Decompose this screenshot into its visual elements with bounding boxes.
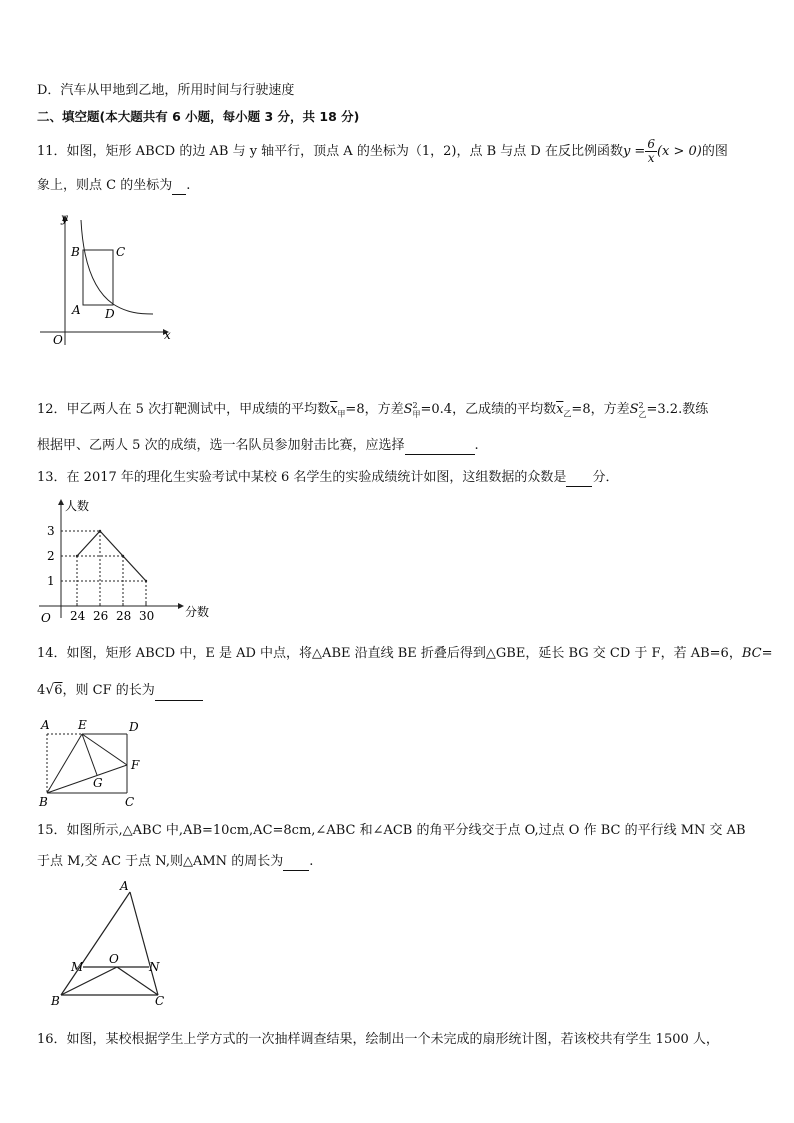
q14-text-line2: ，则 CF 的长为 bbox=[62, 683, 155, 698]
q12-text-p4: =8，方差 bbox=[571, 402, 630, 417]
q12-var-jia-sub: 甲 bbox=[412, 409, 421, 419]
q14-sqrt-radicand: 6 bbox=[54, 683, 63, 698]
q12-text-line2: 根据甲、乙两人 5 次的成绩，选一名队员参加射击比赛，应选择 bbox=[37, 438, 405, 453]
q13-x-tick-label: 24 bbox=[70, 609, 86, 623]
q15-text-line2-end: . bbox=[309, 854, 314, 869]
q14-ef bbox=[82, 734, 127, 765]
q13-answer-blank bbox=[566, 472, 592, 487]
q11-text-a: 11．如图，矩形 ABCD 的边 AB 与 y 轴平行，顶点 A 的坐标为（1，2)，点 B 与点 D 在反比例函数 bbox=[37, 144, 623, 159]
q12-line1 bbox=[37, 399, 708, 426]
q14-be bbox=[47, 734, 82, 793]
q14-label-e: E bbox=[78, 718, 87, 732]
q14-figure bbox=[35, 716, 150, 810]
q11-frac-den: x bbox=[647, 151, 655, 165]
q13-text-end: 分． bbox=[592, 470, 619, 485]
section-title: 二、填空题(本大题共有 6 小题，每小题 3 分，共 18 分) bbox=[37, 109, 360, 124]
q13-line-segment bbox=[100, 531, 123, 556]
q13-line-segment bbox=[123, 556, 146, 581]
q11-label-a: A bbox=[72, 303, 81, 317]
q14-bf bbox=[47, 765, 127, 793]
q12-line2 bbox=[37, 437, 479, 455]
q13-data-point bbox=[145, 580, 147, 582]
q13-y-tick-label: 1 bbox=[47, 574, 55, 588]
q11-label-c: C bbox=[116, 245, 126, 259]
q13-origin-label: O bbox=[41, 611, 51, 625]
q13-data-point bbox=[76, 555, 78, 557]
q11-figure bbox=[35, 210, 180, 350]
q15-ac bbox=[130, 892, 158, 995]
q12-text-p3: =0.4，乙成绩的平均数 bbox=[420, 402, 557, 417]
q14-bc: BC= bbox=[741, 646, 773, 661]
q13-y-tick-label: 3 bbox=[47, 524, 55, 538]
q11-fraction bbox=[645, 138, 657, 165]
q12-mean-jia: $\overline{x}$ bbox=[330, 402, 338, 417]
q11-hyperbola-curve bbox=[81, 220, 153, 314]
q13-x-tick-label: 30 bbox=[139, 609, 155, 623]
q13-x-tick-label: 28 bbox=[116, 609, 132, 623]
q14-sqrt-sign: √ bbox=[45, 682, 55, 698]
q12-text-p1: 12．甲乙两人在 5 次打靶测试中，甲成绩的平均数 bbox=[37, 402, 331, 417]
q12-var-yi: S bbox=[629, 402, 639, 417]
q14-line2 bbox=[37, 680, 203, 701]
q11-text-line2: 象上，则点 C 的坐标为 bbox=[37, 178, 173, 193]
q14-eg bbox=[82, 734, 97, 775]
q14-label-a: A bbox=[41, 718, 50, 732]
q15-label-n: N bbox=[149, 960, 160, 974]
q13-ylabel: 人数 bbox=[65, 499, 90, 513]
q13-y-tick-label: 2 bbox=[47, 549, 55, 563]
q13-xlabel: 分数 bbox=[185, 605, 210, 619]
q12-text-p5: =3.2.教练 bbox=[646, 402, 709, 417]
q11-func-domain: (x > 0) bbox=[656, 144, 702, 159]
q13-data-point bbox=[122, 555, 124, 557]
q15-line2 bbox=[37, 853, 313, 871]
q15-figure bbox=[45, 877, 175, 1009]
q13-line-segment bbox=[77, 531, 100, 556]
q14-label-f: F bbox=[131, 758, 140, 772]
q11-label-d: D bbox=[105, 307, 115, 321]
q14-label-b: B bbox=[39, 795, 48, 809]
q16-line1: 16．如图，某校根据学生上学方式的一次抽样调查结果，绘制出一个未完成的扇形统计图，若该校共有学生 1500 人， bbox=[37, 1032, 719, 1047]
q12-var-yi-sup: 2 bbox=[638, 400, 644, 410]
q11-label-b: B bbox=[71, 245, 80, 259]
q13-data-point bbox=[99, 530, 101, 532]
option-d: D．汽车从甲地到乙地，所用时间与行驶速度 bbox=[37, 83, 295, 98]
q11-label-x: x bbox=[164, 328, 171, 342]
q12-var-yi-sub: 乙 bbox=[638, 409, 647, 419]
q11-answer-blank bbox=[172, 180, 186, 195]
q15-label-a: A bbox=[120, 879, 129, 893]
q15-text-line2: 于点 M,交 AC 于点 N,则△AMN 的周长为 bbox=[37, 854, 284, 869]
q11-frac-num: 6 bbox=[647, 137, 655, 151]
q12-text-line2-end: . bbox=[474, 438, 479, 453]
q15-label-c: C bbox=[155, 994, 165, 1008]
q15-answer-blank bbox=[283, 856, 309, 871]
q14-text-line1: 14．如图，矩形 ABCD 中，E 是 AD 中点，将△ABE 沿直线 BE 折叠后得到△GBE，延长 BG 交 CD 于 F，若 AB=6， bbox=[37, 646, 742, 661]
q12-mean-yi: $\overline{x}$ bbox=[556, 402, 564, 417]
q12-var-jia-sup: 2 bbox=[412, 400, 418, 410]
q15-line1: 15．如图所示,△ABC 中,AB=10cm,AC=8cm,∠ABC 和∠ACB 的角平分线交于点 O,过点 O 作 BC 的平行线 MN 交 AB bbox=[37, 823, 746, 838]
q14-four: 4 bbox=[37, 683, 46, 698]
q11-func-lhs: y = bbox=[622, 144, 646, 159]
q13-x-tick-label: 26 bbox=[93, 609, 109, 623]
q12-text-p2: =8，方差 bbox=[345, 402, 404, 417]
q14-line1 bbox=[37, 645, 772, 663]
q11-label-y: y bbox=[61, 211, 68, 225]
q13-line1 bbox=[37, 469, 618, 487]
q15-bo bbox=[61, 967, 117, 995]
q12-answer-blank bbox=[405, 440, 475, 455]
q14-answer-blank bbox=[155, 686, 203, 701]
q14-label-g: G bbox=[93, 776, 103, 790]
q11-line2 bbox=[37, 177, 190, 195]
q12-mean-yi-sub: 乙 bbox=[563, 409, 572, 419]
q12-mean-jia-sub: 甲 bbox=[337, 409, 346, 419]
q11-rectangle bbox=[83, 250, 113, 305]
q14-label-d: D bbox=[129, 720, 139, 734]
q14-label-c: C bbox=[125, 795, 135, 809]
q11-text-b: 的图 bbox=[701, 144, 728, 159]
q12-var-jia: S bbox=[403, 402, 413, 417]
q15-label-b: B bbox=[51, 994, 60, 1008]
q15-label-o: O bbox=[109, 952, 119, 966]
q13-chart bbox=[35, 494, 220, 629]
q11-line1 bbox=[37, 138, 728, 165]
q15-ab bbox=[61, 892, 130, 995]
q15-label-m: M bbox=[71, 960, 84, 974]
q11-label-o: O bbox=[53, 333, 63, 347]
q11-text-line2-end: . bbox=[186, 178, 191, 193]
q13-text: 13．在 2017 年的理化生实验考试中某校 6 名学生的实验成绩统计如图，这组数据的众数是 bbox=[37, 470, 567, 485]
